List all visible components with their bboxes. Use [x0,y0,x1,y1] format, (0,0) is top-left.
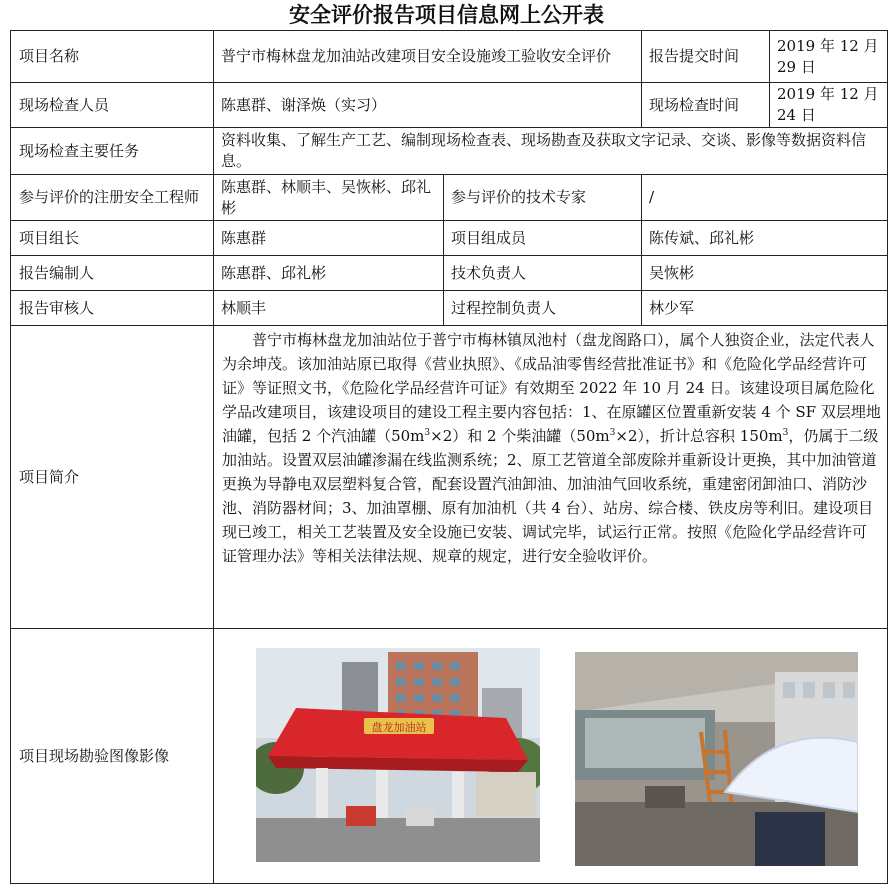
label-reviewer: 报告审核人 [11,291,214,326]
row-engineers [11,175,888,221]
row-tasks [11,128,888,175]
value-reviewer: 林顺丰 [214,291,444,326]
photo-gas-station [256,648,540,862]
row-inspectors [11,83,888,128]
row-reviewer [11,291,888,326]
label-inspect-time: 现场检查时间 [642,83,770,128]
label-project-name: 项目名称 [11,31,214,83]
label-process-control: 过程控制负责人 [444,291,642,326]
value-tech-lead: 吴恢彬 [642,256,888,291]
label-tasks: 现场检查主要任务 [11,128,214,175]
row-project-name [11,31,888,83]
row-compiler [11,256,888,291]
intro-sup-1: 3 [424,428,431,438]
value-intro [214,326,888,629]
photo-construction-site [575,652,858,866]
value-tasks: 资料收集、了解生产工艺、编制现场检查表、现场勘查及获取文字记录、交谈、影像等数据资料信息。 [214,128,888,175]
label-compiler: 报告编制人 [11,256,214,291]
row-intro [11,326,888,629]
value-submit-time: 2019 年 12 月 29 日 [770,31,888,83]
intro-text-4: ，仍属于二级加油站。设置双层油罐渗漏在线监测系统；2、原工艺管道全部废除并重新设计更换，其中加油管道更换为导静电双层塑料复合管，配套设置汽油卸油、加油油气回收系统，重建密闭卸油口、消防沙池、消防器材间；3、加油罩棚、原有加油机（共 4 台）、站房、综合楼、铁皮房等利旧。建设项目现已竣工，相关工艺装置及安全设施已安装、调试完毕，试运行正常。按照《危险化学品经营许可证管理办法》等相关法律法规、规章的规定，进行安全验收评价。 [222,427,879,565]
label-inspectors: 现场检查人员 [11,83,214,128]
info-table [10,30,888,884]
canopy-sign: 盘龙加油站 [371,721,427,734]
value-engineers: 陈惠群、林顺丰、吴恢彬、邱礼彬 [214,175,444,221]
images-cell [214,629,888,884]
label-tech-lead: 技术负责人 [444,256,642,291]
value-inspectors: 陈惠群、谢泽焕（实习） [214,83,642,128]
label-members: 项目组成员 [444,221,642,256]
intro-text-2: ×2）和 2 个柴油罐（50m [430,427,610,445]
gas-station-image [256,648,540,862]
label-engineers: 参与评价的注册安全工程师 [11,175,214,221]
row-leader [11,221,888,256]
label-intro: 项目简介 [11,326,214,629]
label-images: 项目现场勘验图像影像 [11,629,214,884]
value-experts: / [642,175,888,221]
intro-sup-3: 3 [782,428,789,438]
label-experts: 参与评价的技术专家 [444,175,642,221]
value-project-name: 普宁市梅林盘龙加油站改建项目安全设施竣工验收安全评价 [214,31,642,83]
value-members: 陈传斌、邱礼彬 [642,221,888,256]
value-inspect-time: 2019 年 12 月 24 日 [770,83,888,128]
construction-image [575,652,858,866]
intro-text-1: 普宁市梅林盘龙加油站位于普宁市梅林镇凤池村（盘龙阁路口），属个人独资企业，法定代表人为余坤茂。该加油站原已取得《营业执照》、《成品油零售经营批准证书》和《危险化学品经营许可证》等证照文书，《危险化学品经营许可证》有效期至 2022 年 10 月 24 日。该建设项目属危险化学品改建项目，该建设项目的建设工程主要内容包括：1、在原罐区位置重新安装 4 个 SF 双层埋地油罐，包括 2 个汽油罐（50m [222,331,881,445]
page-title: 安全评价报告项目信息网上公开表 [289,2,604,27]
value-compiler: 陈惠群、邱礼彬 [214,256,444,291]
value-process-control: 林少军 [642,291,888,326]
intro-text-3: ×2），折计总容积 150m [615,427,783,445]
value-leader: 陈惠群 [214,221,444,256]
label-submit-time: 报告提交时间 [642,31,770,83]
intro-sup-2: 3 [609,428,616,438]
label-leader: 项目组长 [11,221,214,256]
row-images [11,629,888,884]
